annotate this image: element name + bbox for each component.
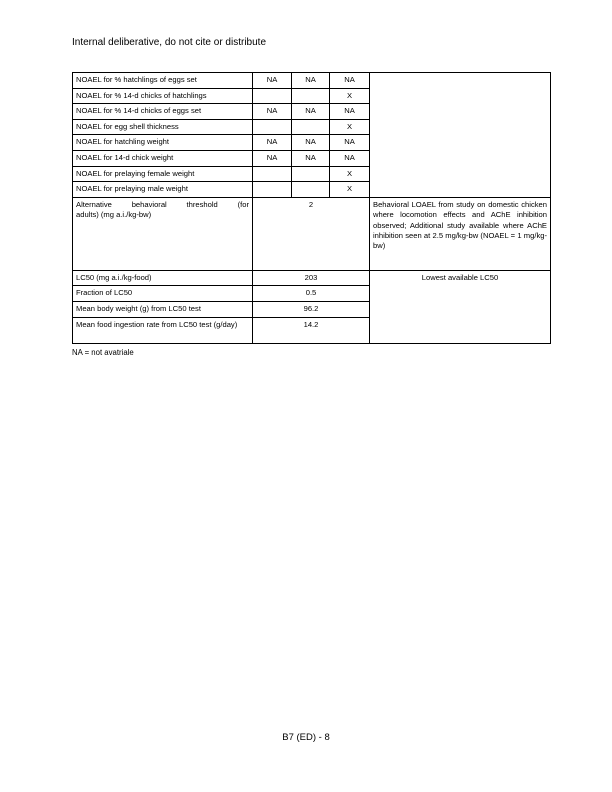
lc50-label: Mean food ingestion rate from LC50 test (g/day) (73, 317, 253, 343)
row-value-2: NA (292, 73, 330, 89)
row-value-2 (292, 119, 330, 135)
behavioral-label-line1: Alternative behavioral threshold (for (76, 199, 249, 209)
table-footnote: NA = not avatriale (72, 348, 134, 357)
row-value-1: NA (253, 135, 292, 151)
row-value-1 (253, 88, 292, 104)
row-label: NOAEL for % 14-d chicks of hatchlings (73, 88, 253, 104)
row-label: NOAEL for prelaying male weight (73, 182, 253, 198)
lc50-value: 0.5 (253, 286, 370, 302)
lc50-comment: Lowest available LC50 (370, 270, 551, 343)
row-label: NOAEL for % hatchlings of eggs set (73, 73, 253, 89)
behavioral-value: 2 (253, 197, 370, 270)
table-row (73, 73, 551, 89)
row-value-2: NA (292, 104, 330, 120)
behavioral-row (73, 197, 551, 270)
row-value-3: NA (330, 73, 370, 89)
row-value-1: NA (253, 150, 292, 166)
row-label: NOAEL for hatchling weight (73, 135, 253, 151)
row-value-1: NA (253, 73, 292, 89)
lc50-label: Fraction of LC50 (73, 286, 253, 302)
page-header: Internal deliberative, do not cite or distribute (72, 37, 266, 48)
row-value-3: NA (330, 150, 370, 166)
lc50-value: 203 (253, 270, 370, 286)
row-value-3: X (330, 119, 370, 135)
row-value-1 (253, 182, 292, 198)
lc50-label: LC50 (mg a.i./kg-food) (73, 270, 253, 286)
empty-comment-cell (370, 73, 551, 198)
row-value-3: X (330, 166, 370, 182)
row-label: NOAEL for % 14-d chicks of eggs set (73, 104, 253, 120)
row-value-3: NA (330, 104, 370, 120)
row-value-3: X (330, 88, 370, 104)
lc50-label: Mean body weight (g) from LC50 test (73, 301, 253, 317)
row-value-3: X (330, 182, 370, 198)
row-value-2 (292, 88, 330, 104)
row-value-1 (253, 166, 292, 182)
row-label: NOAEL for egg shell thickness (73, 119, 253, 135)
behavioral-label-line2: adults) (mg a.i./kg-bw) (76, 210, 152, 220)
toxicity-table (72, 72, 551, 344)
row-value-1: NA (253, 104, 292, 120)
behavioral-label (73, 197, 253, 270)
lc50-value: 96.2 (253, 301, 370, 317)
behavioral-comment: Behavioral LOAEL from study on domestic chicken where locomotion effects and AChE inhibition observed; Additional study available where AChE inhibition seen at 2.5 mg/kg-bw (NOAEL = 1 mg/kg-bw) (370, 197, 551, 270)
page-number: B7 (ED) - 8 (282, 732, 330, 743)
table-row (73, 270, 551, 286)
row-value-3: NA (330, 135, 370, 151)
row-label: NOAEL for 14-d chick weight (73, 150, 253, 166)
row-label: NOAEL for prelaying female weight (73, 166, 253, 182)
row-value-2 (292, 166, 330, 182)
row-value-2: NA (292, 150, 330, 166)
row-value-2: NA (292, 135, 330, 151)
row-value-2 (292, 182, 330, 198)
lc50-value: 14.2 (253, 317, 370, 343)
row-value-1 (253, 119, 292, 135)
